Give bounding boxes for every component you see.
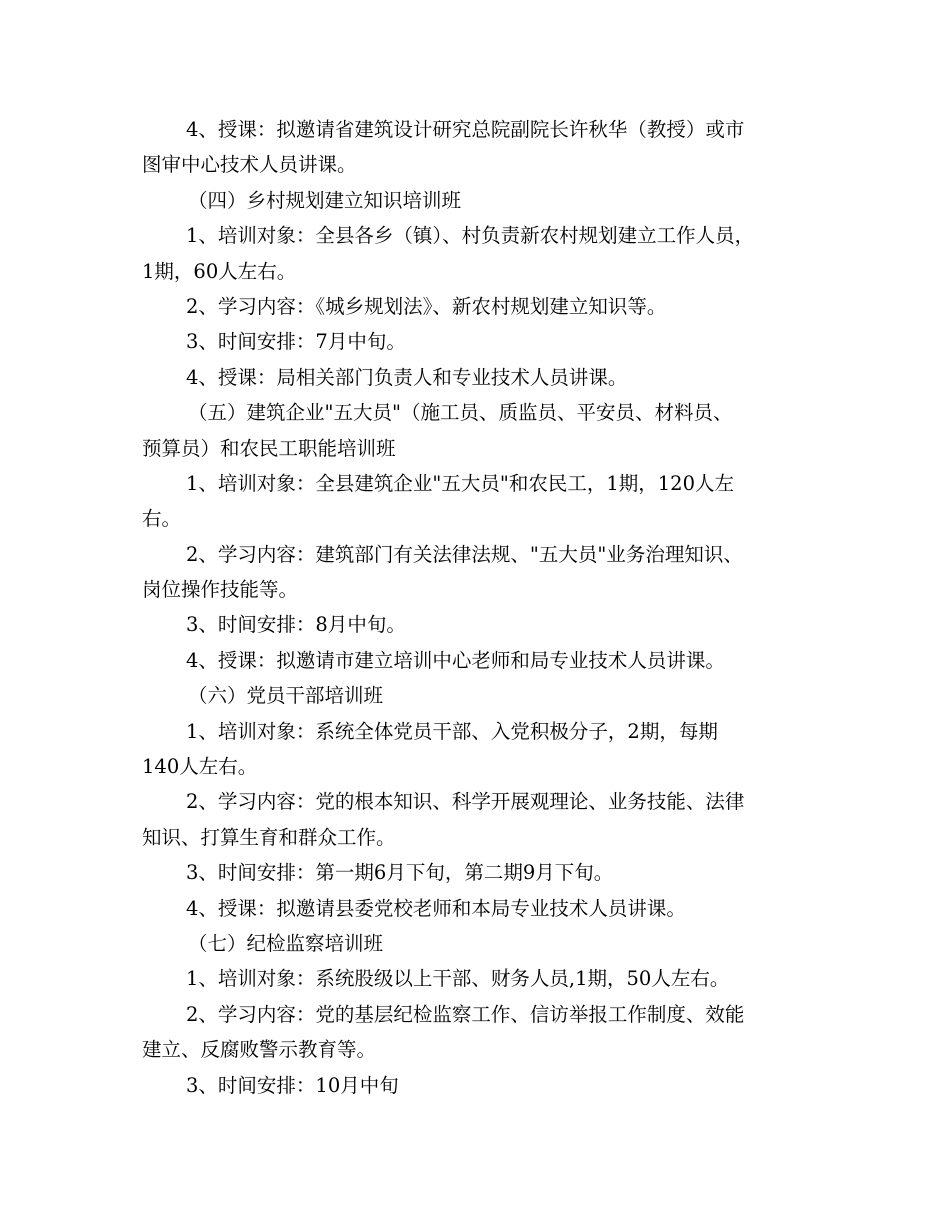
body-line: 3、时间安排：10月中旬 <box>186 1073 399 1097</box>
body-line: 岗位操作技能等。 <box>142 578 299 602</box>
body-line: 3、时间安排：第一期6月下旬，第二期9月下旬。 <box>186 861 614 885</box>
body-line: 1、培训对象：系统股级以上干部、财务人员,1期，50人左右。 <box>186 967 730 991</box>
body-line: 1期，60人左右。 <box>142 259 297 283</box>
section-heading: （六）党员干部培训班 <box>188 684 384 708</box>
body-line: 1、培训对象：系统全体党员干部、入党积极分子，2期，每期 <box>186 719 718 743</box>
body-line: 2、学习内容：《城乡规划法》、新农村规划建立知识等。 <box>186 294 667 318</box>
body-line: 知识、打算生育和群众工作。 <box>142 825 396 849</box>
body-line: 2、学习内容：建筑部门有关法律法规、"五大员"业务治理知识、 <box>186 542 743 566</box>
section-heading: （五）建筑企业"五大员"（施工员、质监员、平安员、材料员、 <box>188 401 733 425</box>
body-line: 3、时间安排：7月中旬。 <box>186 330 406 354</box>
body-line: 140人左右。 <box>142 755 258 779</box>
body-line: 2、学习内容：党的基层纪检监察工作、信访举报工作制度、效能 <box>186 1002 745 1026</box>
section-heading: （七）纪检监察培训班 <box>188 931 384 955</box>
body-line: 建立、反腐败警示教育等。 <box>142 1038 377 1062</box>
body-line: 4、授课：拟邀请市建立培训中心老师和局专业技术人员讲课。 <box>186 648 725 672</box>
body-line: 右。 <box>142 507 182 531</box>
body-line: 4、授课：拟邀请县委党校老师和本局专业技术人员讲课。 <box>186 896 686 920</box>
document-body <box>142 112 828 1103</box>
body-line: 2、学习内容：党的根本知识、科学开展观理论、业务技能、法律 <box>186 790 745 814</box>
body-line: 图审中心技术人员讲课。 <box>142 153 357 177</box>
body-line: 1、培训对象：全县各乡（镇）、村负责新农村规划建立工作人员， <box>186 224 755 248</box>
body-line: 3、时间安排：8月中旬。 <box>186 613 406 637</box>
section-heading: （四）乡村规划建立知识培训班 <box>188 188 462 212</box>
body-line: 1、培训对象：全县建筑企业"五大员"和农民工，1期，120人左 <box>186 471 734 495</box>
body-line: 4、授课：局相关部门负责人和专业技术人员讲课。 <box>186 365 628 389</box>
body-line: 4、授课：拟邀请省建筑设计研究总院副院长许秋华（教授）或市 <box>186 118 745 141</box>
section-heading-continued: 预算员）和农民工职能培训班 <box>142 436 396 460</box>
